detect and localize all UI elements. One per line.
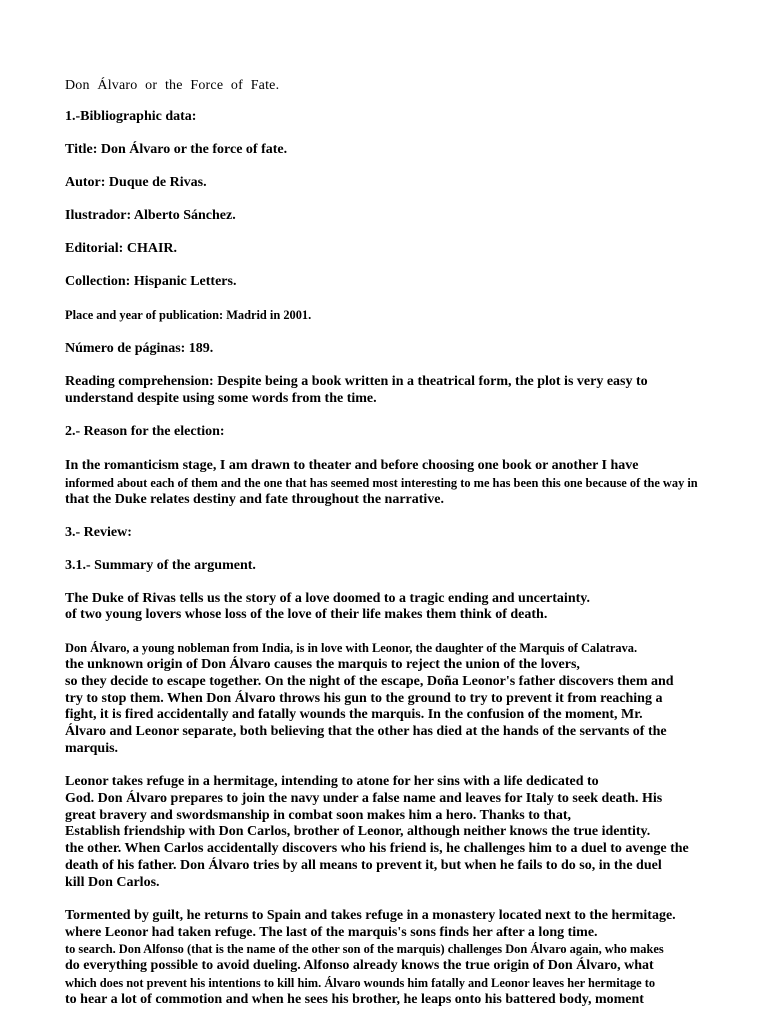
- summary-paragraph-1: Don Álvaro, a young nobleman from India, is in love with Leonor, the daughter of the Marquis of Calatrava. the unknown origin of Don Álvaro causes the marquis to reject the union of the lovers, so they decide to escape together. On the night of the escape, Doña Leonor's father discovers them and try to stop them. When Don Álvaro throws his gun to the ground to try to prevent it from reaching a fight, it is fired accidentally and fatally wounds the marquis. In the confusion of the moment, Mr. Álvaro and Leonor separate, both believing that the other has died at the hands of the servants of the marquis.: [65, 641, 674, 757]
- bib-place-year: Place and year of publication: Madrid in 2001.: [65, 307, 312, 322]
- summary-paragraph-3: Tormented by guilt, he returns to Spain and takes refuge in a monastery located next to the hermitage. where Leonor had taken refuge. The last of the marquis's sons finds her after a long time. to search. Don Alfonso (that is the name of the other son of the marquis) challenges Don Álvaro again, who makes do everything possible to avoid dueling. Alfonso already knows the true origin of Don Álvaro, what which does not prevent his intentions to kill him. Álvaro wounds him fatally and Leonor leaves her hermitage to to hear a lot of commotion and when he sees his brother, he leaps onto his battered body, moment: [65, 907, 676, 1007]
- summary-intro-paragraph: The Duke of Rivas tells us the story of a love doomed to a tragic ending and uncertainty. of two young lovers whose loss of the love of their life makes them think of death.: [65, 590, 590, 623]
- bib-collection: Collection: Hispanic Letters.: [65, 273, 237, 289]
- section3-heading: 3.- Review:: [65, 524, 132, 540]
- document-title: Don Álvaro or the Force of Fate.: [65, 78, 280, 93]
- bib-publisher: Editorial: CHAIR.: [65, 240, 177, 256]
- reading-comprehension: Reading comprehension: Despite being a book written in a theatrical form, the plot is very easy to understand despite using some words from the time.: [65, 373, 648, 406]
- bib-author: Autor: Duque de Rivas.: [65, 174, 207, 190]
- bib-title: Title: Don Álvaro or the force of fate.: [65, 141, 288, 157]
- document-body: [65, 76, 760, 1024]
- section3-subheading: 3.1.- Summary of the argument.: [65, 557, 256, 573]
- section2-paragraph: In the romanticism stage, I am drawn to theater and before choosing one book or another I have informed about each of them and the one that has seemed most interesting to me has been this one because of the way in that the Duke relates destiny and fate throughout the narrative.: [65, 457, 698, 507]
- bib-illustrator: Ilustrador: Alberto Sánchez.: [65, 207, 236, 223]
- summary-paragraph-2: Leonor takes refuge in a hermitage, intending to atone for her sins with a life dedicated to God. Don Álvaro prepares to join the navy under a false name and leaves for Italy to seek death. His great bravery and swordsmanship in combat soon makes him a hero. Thanks to that, Establish friendship with Don Carlos, brother of Leonor, although neither knows the true identity. the other. When Carlos accidentally discovers who his friend is, he challenges him to a duel to avenge the death of his father. Don Álvaro tries by all means to prevent it, but when he fails to do so, in the duel kill Don Carlos.: [65, 774, 689, 890]
- section2-heading: 2.- Reason for the election:: [65, 423, 225, 439]
- bib-pages: Número de páginas: 189.: [65, 340, 214, 356]
- section1-heading: 1.-Bibliographic data:: [65, 109, 197, 124]
